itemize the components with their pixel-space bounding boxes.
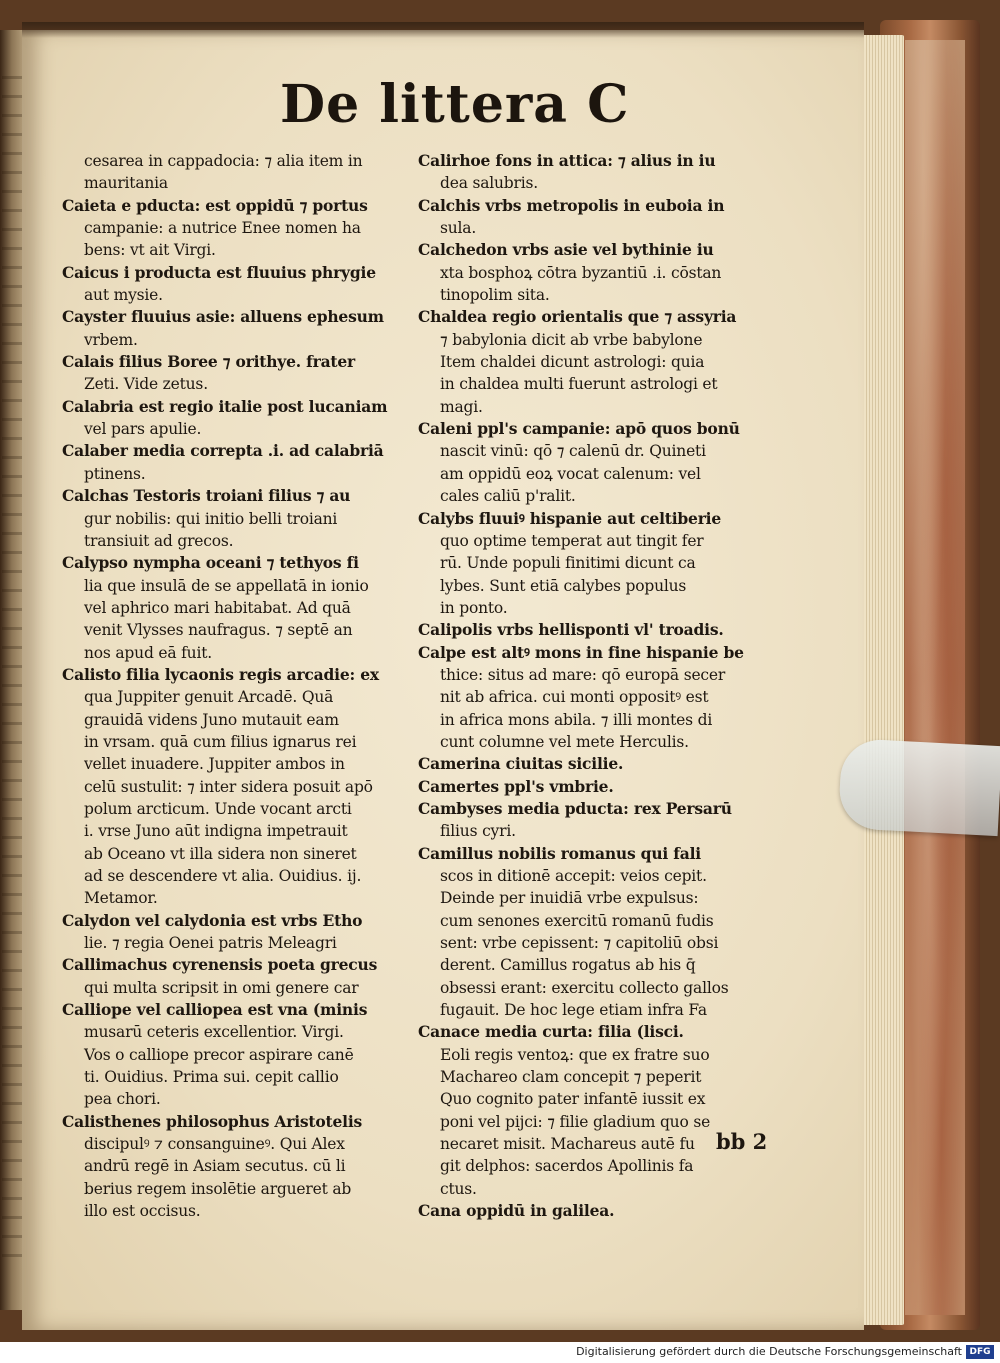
entry-headline: Calaber media correpta .i. ad calabriā	[62, 441, 384, 461]
text-line: ctus.	[440, 1179, 477, 1198]
text-line: gur nobilis: qui initio belli troiani	[84, 509, 338, 528]
text-line: sula.	[440, 219, 477, 238]
text-line: scos in ditionē accepit: veios cepit.	[440, 867, 707, 885]
entry-headline: Camertes ppl's vmbrie.	[418, 776, 614, 796]
entry-headline: Calisthenes philosophus Aristotelis	[62, 1111, 363, 1131]
text-line: Quo cognito pater infantē iussit ex	[440, 1090, 706, 1109]
entry-headline: Calipolis vrbs hellisponti vl' troadis.	[418, 620, 724, 640]
page-top-shadow	[22, 22, 864, 38]
entry-headline: Camerina ciuitas sicilie.	[418, 754, 624, 774]
text-line: ad se descendere vt alia. Ouidius. ij.	[84, 867, 362, 885]
text-line: i. vrse Juno aūt indigna impetrauit	[84, 822, 348, 841]
entry-headline: Calpe est altꝰ mons in fine hispanie be	[418, 642, 744, 662]
text-line: in vrsam. quā cum filius ignarus rei	[84, 732, 357, 751]
entry-headline: Calybs fluuiꝰ hispanie aut celtiberie	[418, 508, 722, 528]
text-line: xta bosphoꝝ cōtra byzantiū .i. cōstan	[440, 263, 722, 282]
text-line: lie. ⁊ regia Oenei patris Meleagri	[84, 934, 337, 953]
text-line: grauidā videns Juno mutauit eam	[84, 710, 339, 729]
text-line: cales caliū p'ralit.	[440, 487, 576, 506]
entry-headline: Calliope vel calliopea est vna (minis	[62, 1000, 368, 1020]
text-line: rū. Unde populi finitimi dicunt ca	[440, 554, 696, 573]
text-line: venit Vlysses naufragus. ⁊ septē an	[84, 621, 353, 640]
text-line: Zeti. Vide zetus.	[84, 375, 208, 394]
text-line: necaret misit. Machareus autē fu	[440, 1135, 695, 1154]
text-line: bens: vt ait Virgi.	[84, 241, 216, 260]
entry-headline: Calisto filia lycaonis regis arcadie: ex	[62, 664, 379, 684]
signature-mark: bb 2	[716, 1129, 768, 1154]
text-line: discipulꝰ ⁊ consanguineꝰ. Qui Alex	[84, 1135, 345, 1154]
text-line: vrbem.	[84, 330, 138, 349]
entry-headline: Calchedon vrbs asie vel bythinie iu	[418, 240, 714, 260]
text-line: ab Oceano vt illa sidera non sineret	[84, 844, 357, 863]
page-edges	[858, 35, 904, 1325]
page-marker-tab	[838, 738, 1000, 836]
entry-headline: Calirhoe fons in attica: ⁊ alius in iu	[418, 151, 716, 170]
entry-headline: Chaldea regio orientalis que ⁊ assyria	[418, 307, 737, 327]
previous-page-text-edge	[2, 60, 24, 1260]
text-line: filius cyri.	[440, 822, 516, 841]
text-line: in africa mons abila. ⁊ illi montes di	[440, 710, 713, 729]
left-column	[62, 150, 414, 1223]
page-heading: De littera C	[280, 74, 630, 135]
text-line: Item chaldei dicunt astrologi: quia	[440, 353, 705, 372]
entry-headline: Cana oppidū in galilea.	[418, 1201, 615, 1221]
entry-headline: Cambyses media pducta: rex Persarū	[418, 798, 732, 818]
text-line: vel aphrico mari habitabat. Ad quā	[84, 598, 351, 617]
text-line: am oppidū eoꝝ vocat calenum: vel	[440, 464, 701, 483]
text-line: nascit vinū: qō ⁊ calenū dr. Quineti	[440, 442, 706, 461]
text-line: obsessi erant: exercitu collecto gallos	[440, 978, 729, 997]
funding-note: Digitalisierung gefördert durch die Deutsche Forschungsgemeinschaft	[576, 1345, 962, 1358]
text-line: tinopolim sita.	[440, 286, 550, 305]
text-line: ti. Ouidius. Prima sui. cepit callio	[84, 1068, 339, 1087]
text-line: Vos o calliope precor aspirare canē	[84, 1045, 354, 1064]
dfg-logo: DFG	[966, 1345, 994, 1359]
entry-headline: Calabria est regio italie post lucaniam	[62, 396, 388, 416]
text-line: quo optime temperat aut tingit fer	[440, 531, 704, 550]
text-line: qua Juppiter genuit Arcadē. Quā	[84, 688, 334, 707]
text-line: campanie: a nutrice Enee nomen ha	[84, 219, 361, 238]
text-line: thice: situs ad mare: qō europā secer	[440, 665, 726, 684]
text-line: cunt columne vel mete Herculis.	[440, 732, 689, 751]
text-line: Metamor.	[84, 889, 158, 908]
text-line: aut mysie.	[84, 286, 163, 305]
entry-headline: Caicus i producta est fluuius phrygie	[62, 262, 376, 282]
entry-headline: Cayster fluuius asie: alluens ephesum	[62, 307, 384, 327]
entry-headline: Calypso nympha oceani ⁊ tethyos fi	[62, 553, 359, 573]
text-line: andrū regē in Asiam secutus. cū li	[84, 1157, 346, 1176]
entry-headline: Caieta e pducta: est oppidū ⁊ portus	[62, 195, 368, 215]
text-line: lia que insulā de se appellatā in ionio	[84, 576, 369, 595]
text-line: fugauit. De hoc lege etiam infra Fa	[440, 1001, 707, 1020]
text-line: polum arcticum. Unde vocant arcti	[84, 799, 352, 818]
text-line: qui multa scripsit in omi genere car	[84, 978, 359, 997]
entry-headline: Calais filius Boree ⁊ orithye. frater	[62, 352, 356, 372]
text-line: celū sustulit: ⁊ inter sidera posuit apō	[84, 777, 373, 796]
text-line: derent. Camillus rogatus ab his q̄	[440, 956, 696, 975]
marbled-endpaper	[905, 40, 965, 1315]
right-column	[418, 150, 790, 1223]
text-line: cesarea in cappadocia: ⁊ alia item in	[84, 152, 363, 170]
text-line: berius regem insolētie argueret ab	[84, 1179, 352, 1198]
text-line: poni vel pijci: ⁊ filie gladium quo se	[440, 1112, 711, 1131]
entry-headline: Camillus nobilis romanus qui fali	[418, 843, 701, 863]
text-line: Deinde per inuidiā vrbe expulsus:	[440, 889, 699, 908]
text-line: sent: vrbe cepissent: ⁊ capitoliū obsi	[440, 934, 719, 953]
entry-headline: Callimachus cyrenensis poeta grecus	[62, 955, 378, 975]
text-line: illo est occisus.	[84, 1202, 201, 1221]
text-line: pea chori.	[84, 1090, 161, 1109]
text-line: musarū ceteris excellentior. Virgi.	[84, 1023, 344, 1042]
text-line: Eoli regis ventoꝝ: que ex fratre suo	[440, 1045, 710, 1064]
text-line: Machareo clam concepit ⁊ peperit	[440, 1068, 702, 1087]
text-line: dea salubris.	[440, 174, 538, 193]
text-line: ptinens.	[84, 464, 146, 483]
entry-headline: Caleni ppl's campanie: apō quos bonū	[418, 419, 740, 439]
text-line: git delphos: sacerdos Apollinis fa	[440, 1157, 694, 1176]
text-line: in ponto.	[440, 598, 508, 617]
text-line: transiuit ad grecos.	[84, 531, 234, 550]
text-line: vel pars apulie.	[84, 420, 202, 439]
text-line: in chaldea multi fuerunt astrologi et	[440, 375, 718, 394]
footer-bar	[0, 1342, 1000, 1363]
text-line: nos apud eā fuit.	[84, 643, 212, 662]
entry-headline: Calchas Testoris troiani filius ⁊ au	[62, 486, 351, 506]
text-line: vellet inuadere. Juppiter ambos in	[84, 755, 345, 774]
text-line: mauritania	[84, 174, 168, 193]
text-line: cum senones exercitū romanū fudis	[440, 911, 714, 930]
entry-headline: Canace media curta: filia (lisci.	[418, 1022, 684, 1042]
entry-headline: Calydon vel calydonia est vrbs Etho	[62, 910, 363, 930]
text-line: magi.	[440, 397, 483, 416]
text-line: lybes. Sunt etiā calybes populus	[440, 576, 687, 595]
text-line: nit ab africa. cui monti oppositꝰ est	[440, 688, 709, 707]
entry-headline: Calchis vrbs metropolis in euboia in	[418, 195, 725, 215]
text-line: ⁊ babylonia dicit ab vrbe babylone	[440, 330, 703, 349]
